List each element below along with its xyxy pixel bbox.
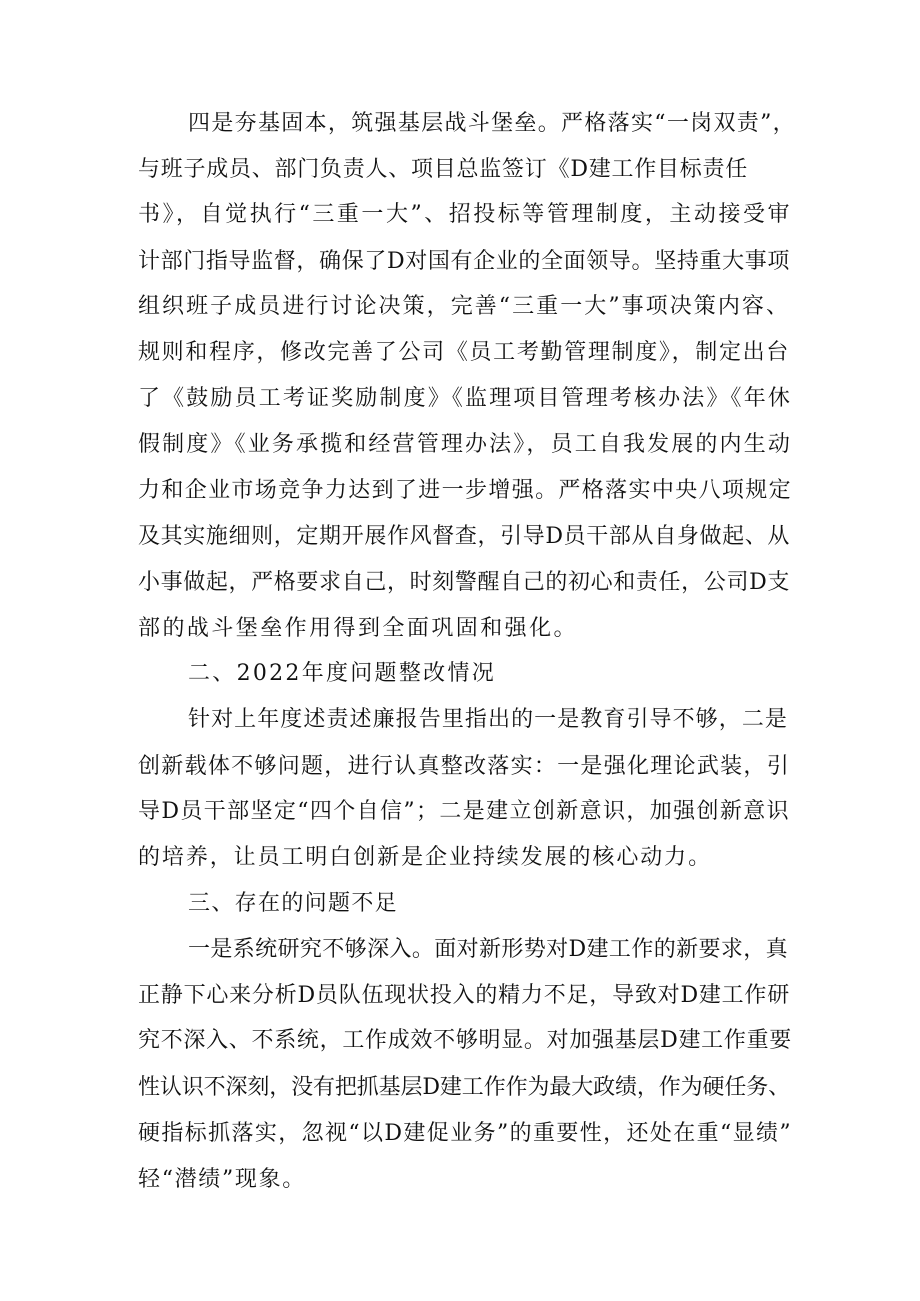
paragraph-line: 书》，自觉执行“三重一大”、招投标等管理制度，主动接受审 (138, 202, 792, 227)
paragraph-line: 及其实施细则，定期开展作风督查，引导D员干部从自身做起、从 (138, 524, 790, 549)
paragraph-line: 创新载体不够问题，进行认真整改落实：一是强化理论武装，引 (138, 754, 790, 779)
paragraph-line: 轻“潜绩”现象。 (138, 1167, 306, 1192)
paragraph-line: 导D员干部坚定“四个自信”；二是建立创新意识，加强创新意识 (138, 799, 790, 824)
paragraph-line: 针对上年度述责述廉报告里指出的一是教育引导不够，二是 (188, 707, 788, 732)
paragraph-line: 硬指标抓落实，忽视“以D建促业务”的重要性，还处在重“显绩” (138, 1121, 792, 1146)
paragraph-line: 部的战斗堡垒作用得到全面巩固和强化。 (138, 616, 578, 641)
paragraph-line: 究不深入、不系统，工作成效不够明显。对加强基层D建工作重要 (138, 1028, 792, 1053)
paragraph-line: 组织班子成员进行讨论决策，完善“三重一大”事项决策内容、 (138, 294, 790, 319)
paragraph-line: 了《鼓励员工考证奖励制度》《监理项目管理考核办法》《年休 (138, 386, 792, 411)
paragraph-line: 计部门指导监督，确保了D对国有企业的全面领导。坚持重大事项 (138, 249, 790, 274)
paragraph-line: 的培养，让员工明白创新是企业持续发展的核心动力。 (138, 845, 712, 870)
section-heading: 二、2022年度问题整改情况 (188, 661, 496, 686)
paragraph-line: 规则和程序，修改完善了公司《员工考勤管理制度》，制定出台 (138, 340, 790, 365)
paragraph-line: 力和企业市场竞争力达到了进一步增强。严格落实中央八项规定 (138, 478, 792, 503)
paragraph-line: 正静下心来分析D员队伍现状投入的精力不足，导致对D建工作研 (138, 983, 790, 1008)
paragraph-line: 性认识不深刻，没有把抓基层D建工作作为最大政绩，作为硬任务、 (138, 1075, 790, 1100)
section-heading: 三、存在的问题不足 (188, 891, 398, 916)
paragraph-line: 一是系统研究不够深入。面对新形势对D建工作的新要求，真 (188, 937, 788, 962)
paragraph-line: 四是夯基固本，筑强基层战斗堡垒。严格落实“一岗双责”， (188, 111, 796, 136)
paragraph-line: 小事做起，严格要求自己，时刻警醒自己的初心和责任，公司D支 (138, 570, 790, 595)
paragraph-line: 假制度》《业务承揽和经营管理办法》，员工自我发展的内生动 (138, 432, 792, 457)
paragraph-line: 与班子成员、部门负责人、项目总监签订《D建工作目标责任 (138, 157, 748, 182)
